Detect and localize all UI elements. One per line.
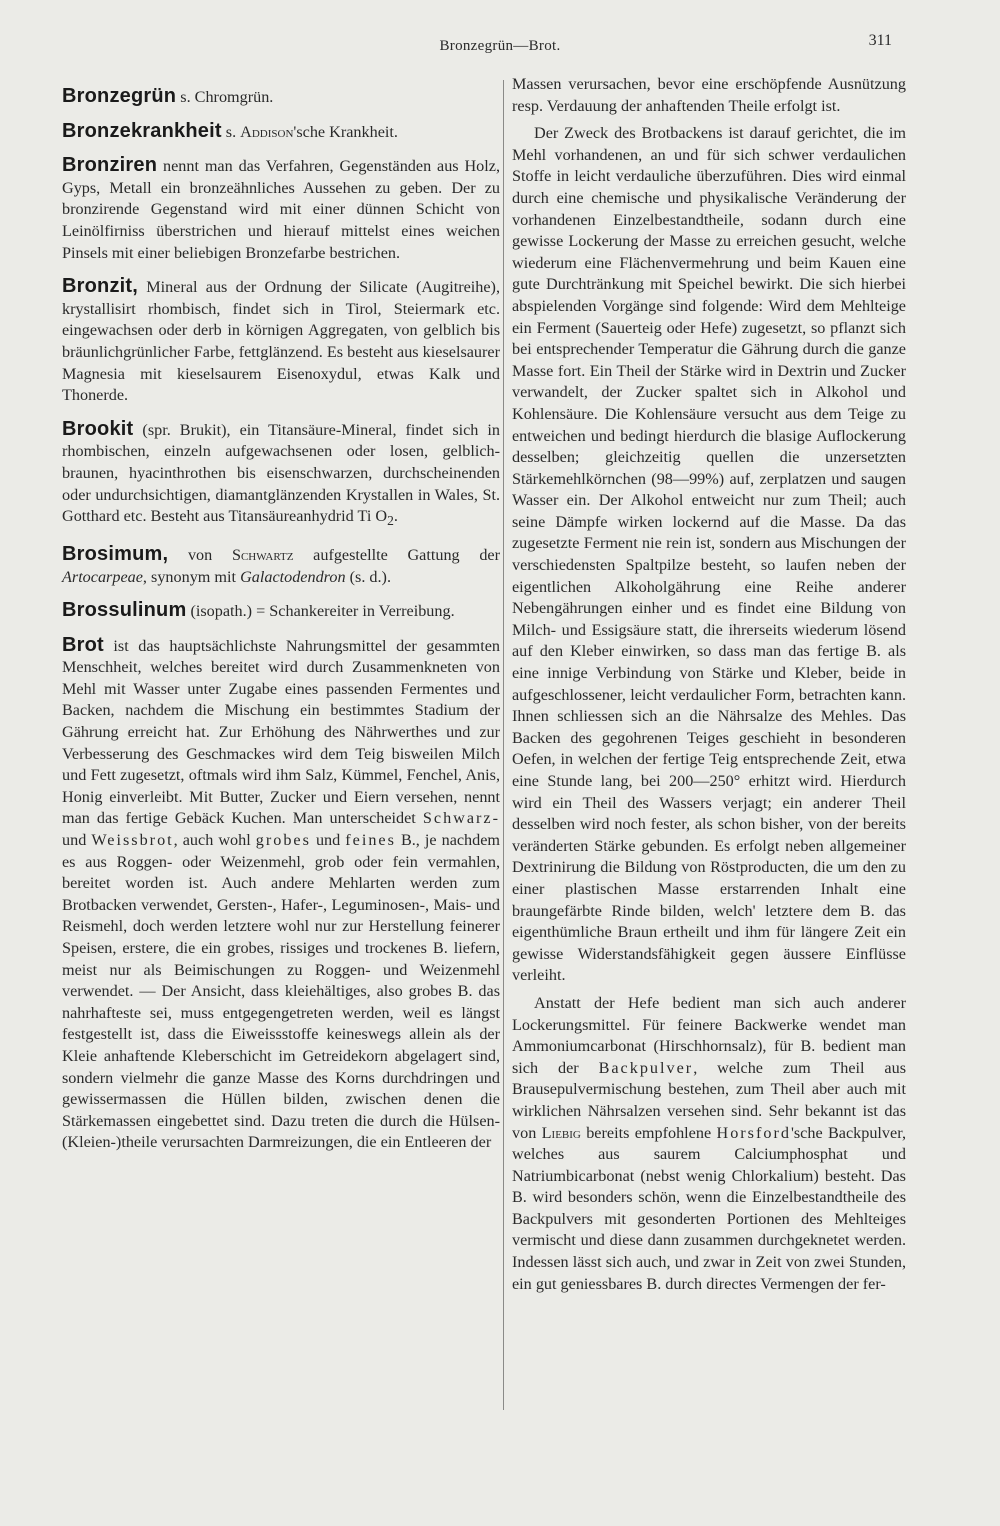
headword: Brosimum, xyxy=(62,542,169,565)
entry-text: , auch wohl xyxy=(173,831,256,850)
entry-brookit xyxy=(62,419,500,532)
entry-text: aufgestellte Gattung der xyxy=(293,545,500,564)
entry-text: s. Chromgrün. xyxy=(176,88,274,106)
entry-bronzekrankheit xyxy=(62,121,500,144)
headword: Bronziren xyxy=(62,154,158,177)
headword: Brookit xyxy=(62,417,134,440)
entry-text: (s. d.). xyxy=(345,567,391,586)
genus-name: Artocarpeae xyxy=(62,567,143,586)
genus-name: Galactodendron xyxy=(240,567,346,586)
entry-bronzit xyxy=(62,276,500,407)
entry-text: ist das hauptsächlichste Nahrungsmittel der gesammten Menschheit, welches bereitet wird durch Zusammenkneten von Mehl mit Wasser unter Zugabe eines passenden Fermentes und Backen, nachdem die Mischung ein bestimmtes Stadium der Gährung erreicht hat. Zur Erhöhung des Nährwerthes und zur Verbesserung des Geschmackes wird dem Teig bisweilen Milch und Fett zugesetzt, oftmals wird ihm Salz, Kümmel, Fenchel, Anis, Honig einverleibt. Mit Butter, Zucker und Eiern versehen, nennt man das fertige Gebäck Kuchen. Man unterscheidet xyxy=(62,636,500,828)
emphasis: Weissbrot xyxy=(91,831,174,850)
paragraph-text: 'sche Backpulver, welches aus saurem Calciumphosphat und Natriumbicarbonat (nebst wenig Chlorkalium) besteht. Das B. wird besonders schön, wenn die Einzelbestandtheile des Backpulvers mit gesonderten Portionen des Mehlteiges vermischt und diese dann zusammen durchgeknetet werden. Indessen lässt sich auch, und zwar in Zeit von zwei Stunden, ein gut geniessbares B. durch directes Vermengen der fer- xyxy=(512,1123,907,1293)
right-column xyxy=(512,74,906,1301)
entry-text: und xyxy=(62,831,92,850)
entry-text: , synonym mit xyxy=(142,567,241,586)
headword: Bronzegrün xyxy=(62,85,177,107)
paragraph-text: bereits empfohlene xyxy=(580,1123,717,1142)
headword: Brot xyxy=(62,633,104,656)
paragraph-text: Anstatt der Hefe bedient man sich auch anderer Lockerungsmittel. Für feinere Backwerke wendet man Ammoniumcarbonat (Hirschhornsalz), für B. bedient man sich der xyxy=(512,993,906,1077)
column-divider xyxy=(503,80,504,1410)
entry-text: Mineral aus der Ordnung der Silicate (Augitreihe), krystallisirt rhombisch, findet sich in Tirol, Steiermark etc. eingewachsen oder derb in körnigen Aggregaten, von gelblich bis bräunlichgrünlicher Farbe, fettglänzend. Es besteht aus kieselsaurer Magnesia mit kieselsaurem Eisenoxydul, etwas Kalk und Thonerde. xyxy=(62,278,500,405)
emphasis: feines xyxy=(345,831,396,850)
paragraph: Der Zweck des Brotbackens ist darauf gerichtet, die im Mehl vorhandenen, an und für sich schwer verdaulichen Stoffe in leicht verdauliche überzuführen. Dies wird einmal durch eine chemische und physikalische Veränderung der vorhandenen Einzelbestandtheile, sodann durch eine gewisse Lockerung der Masse zu erreichen gesucht, welche wiederum eine Flächenvermehrung und beim Kauen eine gute Durchtränkung mit Speichel bewirkt. Die sich hierbei abspielenden Vorgänge sind folgende: Wird dem Mehlteige ein Ferment (Sauerteig oder Hefe) zugesetzt, so pflanzt sich bei entsprechender Temperatur die Gährung durch die ganze Masse fort. Ein Theil der Stärke wird in Dextrin und Zucker verwandelt, der Zucker spaltet sich in Alkohol und Kohlensäure. Die Kohlensäure versucht aus dem Teige zu entweichen und bedingt hierdurch die blasige Auflockerung desselben; gleichzeitig quellen die unzersetzten Stärkemehlkörnchen (98—99%) auf, zerplatzen und saugen Wasser ein. Der Alkohol entweicht nur zum Theil; auch seine Dämpfe wirken lockernd auf die Masse. Da das zugesetzte Ferment nie rein ist, sondern aus Mischungen der verschiedensten Spaltpilze besteht, so laufen neben der eigentlichen Alkoholgährung eine Reihe anderer Nebengährungen einher und es findet eine Bildung von Milch- und Essigsäure statt, die ihrerseits wiederum lösend auf den Kleber einwirken, so dass man das fertige B. als eine innige Verbindung von Stärke und Kleber, beide in aufgeschlossener, leicht verdaulicher Form, betrachten kann. Ihnen schliessen sich an die Nährsalze des Mehles. Das Backen des gegohrenen Teiges geschieht in besonderen Oefen, in welchen der fertige Teig entsprechende Zeit, etwa eine Stunde lang, bei 200—250° erhitzt wird. Hierdurch wird ein Theil des Wassers verjagt; ein anderer Theil desselben wird noch fester, als schon bisher, von der bereits veränderten Stärke gebunden. Es erfolgt neben allgemeiner Dextrinirung die Bildung von Röstproducten, die um den zu einer plastischen Masse erstarrenden Inhalt eine braungefärbte Rinde bilden, welch' letztere dem B. das eigenthümliche Braun ertheilt und ihm für längere Zeit ein gewisse Widerstandsfähigkeit gegen äussere Einflüsse verleiht. xyxy=(512,124,906,985)
entry-text: s. xyxy=(221,122,241,141)
left-column xyxy=(62,86,500,1166)
paragraph xyxy=(512,993,906,1295)
author-name: Liebig xyxy=(541,1123,581,1142)
author-name: Addison xyxy=(240,122,294,141)
entry-bronzegruen xyxy=(62,86,500,109)
headword: Bronzit, xyxy=(62,275,139,298)
entry-text: nennt man das Verfahren, Gegenständen aus Holz, Gyps, Metall ein bronzeähnliches Aussehen zu geben. Der zu bronzirende Gegenstand wird mit einer dünnen Schicht von Leinölfirniss überstrichen und hierauf mittelst eines weichen Pinsels mit einer beliebigen Bronzefarbe bestrichen. xyxy=(62,157,500,262)
entry-bronziren xyxy=(62,155,500,264)
entry-text: (spr. Brukit), ein Titansäure-Mineral, findet sich in rhombischen, einzeln aufgewachsenen oder losen, gelblich-braunen, hyacinthrothen bis eisenschwarzen, durchscheinenden oder undurchsichtigen, diamantglänzenden Krystallen in Wales, St. Gotthard etc. Besteht aus Titansäureanhydrid Ti O xyxy=(62,420,500,526)
subscript: 2 xyxy=(387,513,394,529)
entry-brosimum xyxy=(62,544,500,588)
emphasis: Backpulver xyxy=(598,1058,694,1077)
entry-text: B., je nachdem es aus Roggen- oder Weizenmehl, grob oder fein vermahlen, bereitet worden ist. Auch andere Mehlarten werden zum Brotbacken verwendet, Gersten-, Hafer-, Leguminosen-, Mais- und Reismehl, doch werden letztere wohl nur zur Herstellung feinerer Speisen, erstere, die ein grobes, rissiges und trockenes B. liefern, meist nur als Beimischungen zu Roggen- und Weizenmehl verwendet. — Der Ansicht, dass kleiehältiges, also grobes B. das nahrhafteste sei, muss entgegengetreten werden, weil es längst festgestellt ist, dass die Eiweissstoffe keineswegs allein als der Kleie anhaftende Kleberschicht im Getreidekorn abgelagert sind, sondern vielmehr die ganze Masse des Korns durchdringen und gewissermassen die Hüllen bilden, zwischen denen die Stärkemassen eingebettet sind. Dazu treten die durch die Hülsen-(Kleien-)theile verursachten Darmreizungen, die ein Entleeren der xyxy=(62,831,501,1152)
entry-brossulinum xyxy=(62,600,500,623)
author-name: Schwartz xyxy=(231,545,294,564)
emphasis: Horsford xyxy=(716,1123,791,1142)
entry-brot xyxy=(62,635,500,1154)
headword: Brossulinum xyxy=(62,599,187,622)
paragraph: Massen verursachen, bevor eine erschöpfende Ausnützung resp. Verdauung der anhaftenden Theile erfolgt ist. xyxy=(512,75,906,115)
entry-text: . xyxy=(393,507,398,526)
emphasis: grobes xyxy=(255,831,311,850)
entry-text: 'sche Krankheit. xyxy=(293,122,398,141)
running-head: Bronzegrün—Brot. xyxy=(439,38,561,54)
paragraph-text: , welche zum Theil aus Brausepulvermischung bestehen, zum Theil aber auch mit wirklichen Nährsalzen versehen sind. Sehr bekannt ist das von xyxy=(512,1058,907,1142)
headword: Bronzekrankheit xyxy=(62,119,222,142)
entry-text: und xyxy=(310,831,346,850)
page-number: 311 xyxy=(868,32,892,49)
emphasis: Schwarz- xyxy=(422,809,500,828)
entry-text: von xyxy=(168,545,232,564)
entry-text: (isopath.) = Schankereiter in Verreibung. xyxy=(186,602,455,621)
